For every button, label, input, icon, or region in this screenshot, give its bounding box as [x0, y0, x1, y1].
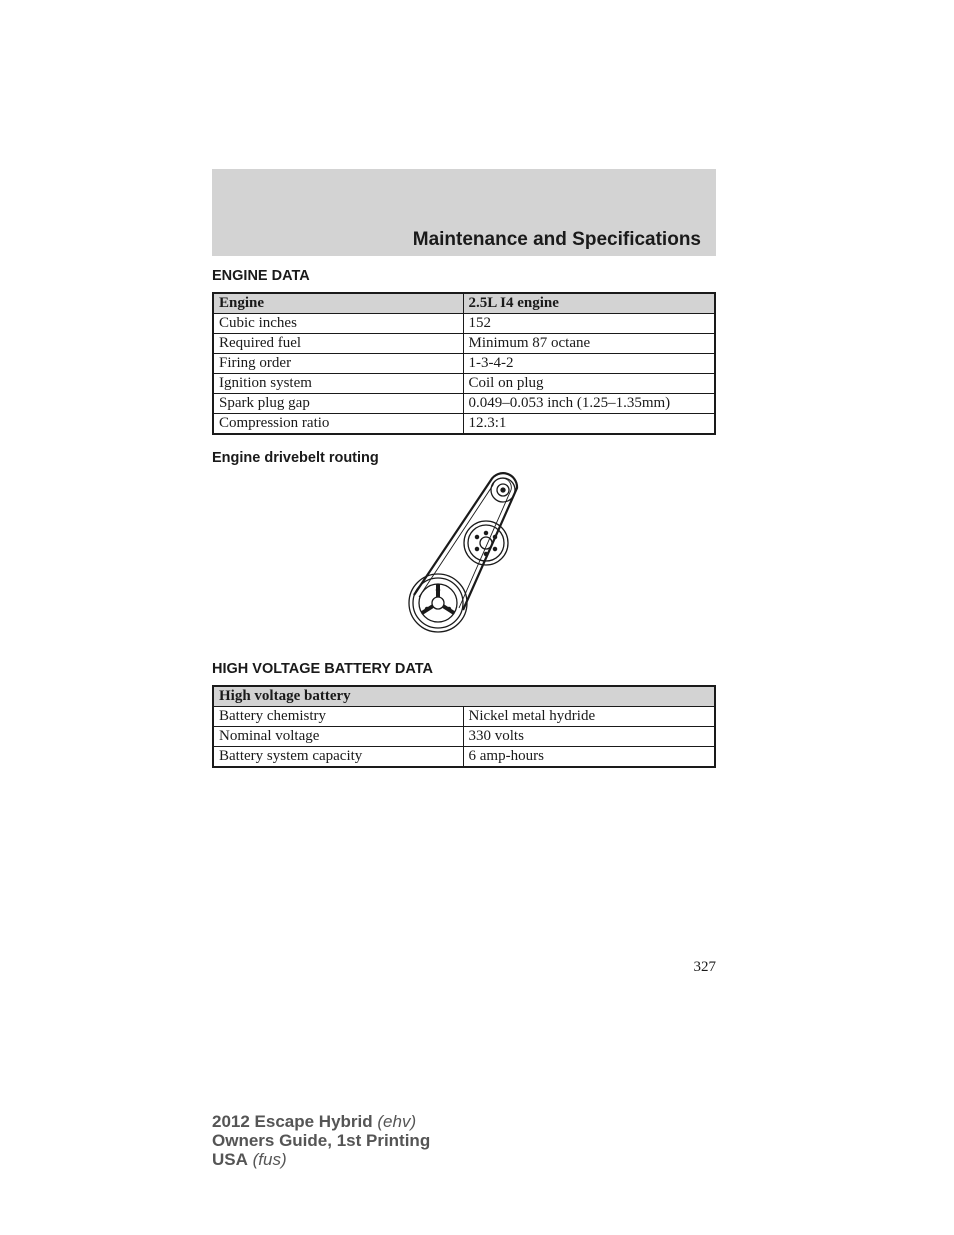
- footer-line: [212, 1150, 430, 1169]
- table-row: [213, 707, 715, 727]
- spec-label: Battery chemistry: [213, 707, 463, 727]
- spec-label: Battery system capacity: [213, 747, 463, 768]
- table-row: [213, 727, 715, 747]
- spec-value: Coil on plug: [463, 374, 715, 394]
- column-header: High voltage battery: [213, 686, 715, 707]
- crankshaft-pulley: [409, 574, 467, 632]
- drivebelt: [414, 473, 517, 610]
- footer-line: [212, 1131, 430, 1150]
- spec-value: 152: [463, 314, 715, 334]
- drivebelt-heading: Engine drivebelt routing: [212, 450, 379, 466]
- table-row: [213, 414, 715, 435]
- page-number: 327: [693, 959, 716, 975]
- footer-edition: Owners Guide, 1st Printing: [212, 1131, 431, 1150]
- battery-data-heading: HIGH VOLTAGE BATTERY DATA: [212, 661, 433, 677]
- page-title: Maintenance and Specifications: [412, 229, 701, 250]
- footer-market-code: (fus): [252, 1150, 287, 1169]
- spec-label: Ignition system: [213, 374, 463, 394]
- drivebelt-inner-edge: [419, 478, 511, 608]
- spec-value: Minimum 87 octane: [463, 334, 715, 354]
- document-footer: [212, 1112, 430, 1169]
- battery-data-table: [212, 685, 716, 768]
- section-header-band: [212, 169, 716, 256]
- drivebelt-routing-diagram: [405, 470, 525, 638]
- footer-market: USA: [212, 1150, 248, 1169]
- spec-value: 0.049–0.053 inch (1.25–1.35mm): [463, 394, 715, 414]
- spec-label: Firing order: [213, 354, 463, 374]
- spec-value: Nickel metal hydride: [463, 707, 715, 727]
- spec-label: Compression ratio: [213, 414, 463, 435]
- table-row: [213, 747, 715, 768]
- spec-label: Spark plug gap: [213, 394, 463, 414]
- engine-data-heading: ENGINE DATA: [212, 268, 310, 284]
- spec-label: Cubic inches: [213, 314, 463, 334]
- spec-label: Nominal voltage: [213, 727, 463, 747]
- column-header: 2.5L I4 engine: [463, 293, 715, 314]
- footer-line: [212, 1112, 430, 1131]
- spec-label: Required fuel: [213, 334, 463, 354]
- column-header: Engine: [213, 293, 463, 314]
- engine-data-table: [212, 292, 716, 435]
- table-header-row: [213, 293, 715, 314]
- footer-model: 2012 Escape Hybrid: [212, 1112, 373, 1131]
- table-row: [213, 354, 715, 374]
- spec-value: 1-3-4-2: [463, 354, 715, 374]
- footer-model-code: (ehv): [377, 1112, 417, 1131]
- spec-value: 6 amp-hours: [463, 747, 715, 768]
- table-row: [213, 374, 715, 394]
- table-row: [213, 314, 715, 334]
- spec-value: 12.3:1: [463, 414, 715, 435]
- table-header-row: [213, 686, 715, 707]
- spec-value: 330 volts: [463, 727, 715, 747]
- table-row: [213, 334, 715, 354]
- table-row: [213, 394, 715, 414]
